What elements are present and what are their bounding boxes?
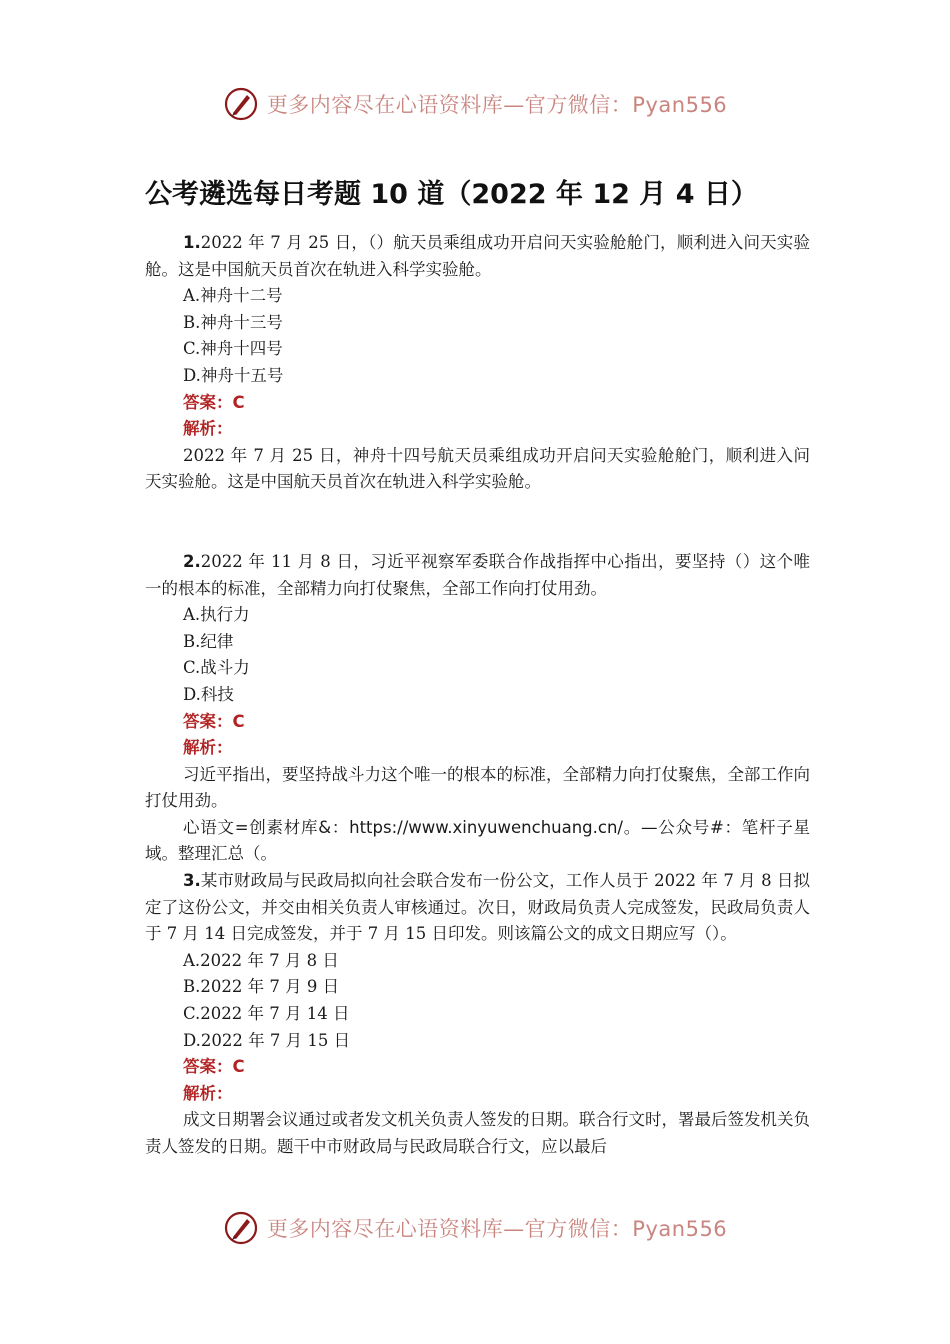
question-stem: 1.2022 年 7 月 25 日，（）航天员乘组成功开启问天实验舱舱门，顺利进入问天实验舱。这是中国航天员首次在轨进入科学实验舱。 xyxy=(145,233,810,279)
banner-text: 更多内容尽在心语资料库—官方微信：Pyan556 xyxy=(266,1217,728,1241)
option-d: D.科技 xyxy=(183,684,234,704)
option-a: A.神舟十二号 xyxy=(183,286,283,306)
question-2 xyxy=(145,549,810,815)
header-banner xyxy=(0,82,950,126)
banner-text: 更多内容尽在心语资料库—官方微信：Pyan556 xyxy=(266,93,728,117)
option-d: D.2022 年 7 月 15 日 xyxy=(183,1030,351,1050)
option-c: C.战斗力 xyxy=(183,658,250,678)
question-number: 3. xyxy=(183,871,201,891)
answer: 答案：C xyxy=(183,392,245,412)
pen-circle-logo-icon xyxy=(223,86,259,122)
analysis-label: 解析： xyxy=(183,1083,233,1103)
question-1 xyxy=(145,230,810,496)
footer-banner xyxy=(0,1206,950,1250)
source-note: 心语文=创素材库&：https://www.xinyuwenchuang.cn/。—公众号#：笔杆子星域。整理汇总（。 xyxy=(145,817,810,864)
option-c: C.2022 年 7 月 14 日 xyxy=(183,1004,350,1024)
spacer xyxy=(145,496,810,549)
option-a: A.2022 年 7 月 8 日 xyxy=(183,950,339,970)
question-stem: 3.某市财政局与民政局拟向社会联合发布一份公文，工作人员于 2022 年 7 月 8 日拟定了这份公文，并交由相关负责人审核通过。次日，财政局负责人完成签发，民政局负责人于 7 月 14 日完成签发，并于 7 月 15 日印发。则该篇公文的成文日期应写（）。 xyxy=(145,871,810,944)
analysis-label: 解析： xyxy=(183,738,233,758)
analysis-text: 习近平指出，要坚持战斗力这个唯一的根本的标准，全部精力向打仗聚焦，全部工作向打仗用劲。 xyxy=(145,764,810,811)
analysis-text: 2022 年 7 月 25 日，神舟十四号航天员乘组成功开启问天实验舱舱门，顺利进入问天实验舱。这是中国航天员首次在轨进入科学实验舱。 xyxy=(145,445,810,492)
question-stem: 2.2022 年 11 月 8 日，习近平视察军委联合作战指挥中心指出，要坚持（）这个唯一的根本的标准，全部精力向打仗聚焦，全部工作向打仗用劲。 xyxy=(145,551,810,598)
answer: 答案：C xyxy=(183,1057,245,1077)
option-c: C.神舟十四号 xyxy=(183,339,283,359)
question-number: 1. xyxy=(183,233,201,252)
analysis-label: 解析： xyxy=(183,419,233,439)
option-d: D.神舟十五号 xyxy=(183,365,284,385)
answer: 答案：C xyxy=(183,711,245,731)
document-body xyxy=(145,230,810,1161)
option-b: B.纪律 xyxy=(183,631,234,651)
page-title: 公考遴选每日考题 10 道（2022 年 12 月 4 日） xyxy=(145,179,758,210)
option-a: A.执行力 xyxy=(183,605,250,625)
option-b: B.2022 年 7 月 9 日 xyxy=(183,977,340,997)
pen-circle-logo-icon xyxy=(223,1210,259,1246)
analysis-text: 成文日期署会议通过或者发文机关负责人签发的日期。联合行文时，署最后签发机关负责人签发的日期。题干中市财政局与民政局联合行文，应以最后 xyxy=(145,1110,810,1156)
question-number: 2. xyxy=(183,551,201,571)
option-b: B.神舟十三号 xyxy=(183,312,283,332)
question-3 xyxy=(145,868,810,1161)
